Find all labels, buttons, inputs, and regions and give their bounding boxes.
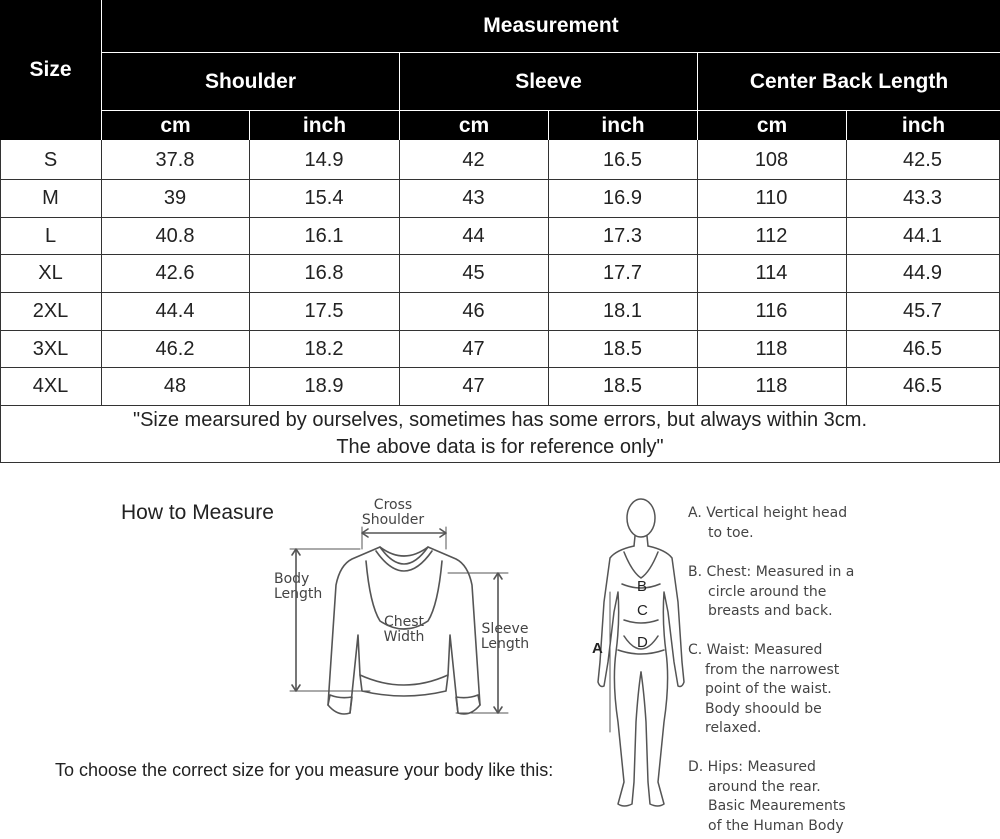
legend-a (688, 504, 847, 543)
unit-header: inch (250, 111, 399, 140)
table-cell: 47 (462, 337, 485, 360)
table-cell: 116 (755, 300, 788, 322)
table-cell: 18.2 (304, 337, 344, 360)
size-label: 3XL (32, 337, 69, 360)
legend-text: around the rear. (708, 778, 821, 795)
table-cell: 15.4 (304, 187, 344, 209)
group-header-shoulder: Shoulder (102, 53, 399, 110)
table-cell: 44.9 (903, 262, 942, 284)
table-cell: 17.3 (603, 224, 642, 247)
legend-text: Basic Meaurements (708, 798, 846, 814)
chest-width-text-2: Width (383, 629, 425, 645)
unit-header: inch (549, 111, 697, 140)
size-label: 2XL (32, 300, 69, 322)
table-cell: 18.5 (603, 375, 642, 397)
table-cell: 39 (163, 187, 187, 209)
unit-header: cm (698, 111, 846, 140)
table-cell: 44.1 (903, 224, 942, 247)
table-cell: 44 (462, 224, 485, 247)
table-cell: 114 (755, 262, 788, 284)
body-length-text-1: Body (274, 571, 310, 587)
unit-header: cm (102, 111, 249, 140)
table-cell: 16.9 (603, 187, 642, 209)
table-cell: 44.4 (155, 300, 195, 322)
table-cell: 40.8 (155, 224, 195, 247)
group-header-sleeve: Sleeve (400, 53, 697, 110)
measurement-header: Measurement (102, 0, 1000, 52)
legend-text: A. Vertical height head (688, 505, 848, 521)
table-cell: 14.9 (304, 149, 344, 171)
table-cell: 16.8 (304, 262, 344, 284)
table-cell: 42.5 (903, 149, 942, 171)
table-cell: 18.9 (304, 375, 344, 397)
table-cell: 46.5 (903, 337, 942, 360)
sleeve-length-text-2: Length (480, 636, 530, 652)
table-cell: 118 (755, 375, 788, 397)
group-header-center-back-length: Center Back Length (698, 53, 1000, 110)
note-line-1: "Size mearsured by ourselves, sometimes has some errors, but always within 3cm. (132, 409, 868, 431)
table-cell: 18.1 (603, 300, 642, 322)
legend-text: B. Chest: Measured in a (688, 564, 855, 580)
legend-text: point of the waist. (705, 681, 832, 697)
legend-text: C. Waist: Measured (688, 642, 823, 658)
unit-header: inch (847, 111, 1000, 140)
letter-d: D (637, 634, 648, 651)
cross-shoulder-label (360, 498, 426, 528)
size-header: Size (0, 0, 101, 140)
table-cell: 46 (462, 300, 485, 322)
legend-text: Body shoould be (705, 700, 822, 717)
body-figure-icon (596, 492, 686, 822)
size-label: XL (38, 262, 63, 284)
table-cell: 42 (462, 149, 485, 171)
size-label: 4XL (32, 375, 69, 397)
unit-header: cm (400, 111, 548, 140)
table-cell: 48 (163, 375, 187, 397)
table-cell: 43.3 (903, 187, 942, 209)
cross-shoulder-text-1: Cross (373, 497, 413, 513)
table-cell: 17.7 (603, 262, 642, 284)
legend-d (688, 758, 846, 836)
size-label: M (42, 187, 59, 209)
body-length-text-2: Length (274, 586, 323, 602)
sleeve-length-text-1: Sleeve (481, 621, 529, 637)
sweater-diagram-icon (280, 525, 530, 725)
legend-b (688, 563, 854, 622)
legend-text: to toe. (708, 524, 754, 541)
table-cell: 45.7 (903, 300, 942, 322)
table-cell: 37.8 (155, 149, 195, 171)
legend-text: relaxed. (705, 720, 762, 736)
table-cell: 43 (462, 187, 485, 209)
letter-a: A (592, 640, 603, 657)
table-cell: 110 (755, 187, 788, 209)
size-label: L (44, 224, 57, 247)
letter-b: B (637, 578, 648, 595)
table-cell: 45 (462, 262, 485, 284)
table-cell: 47 (462, 375, 485, 397)
table-cell: 108 (754, 149, 789, 171)
table-cell: 112 (755, 224, 788, 247)
cross-shoulder-text-2: Shoulder (361, 512, 425, 528)
instruction-text: To choose the correct size for you measure your body like this: (55, 760, 554, 780)
table-cell: 118 (755, 337, 788, 360)
table-cell: 16.1 (304, 224, 344, 247)
table-cell: 18.5 (603, 337, 642, 360)
legend-text: breasts and back. (708, 603, 833, 619)
legend-text: D. Hips: Measured (688, 759, 816, 775)
table-cell: 42.6 (155, 262, 195, 284)
table-cell: 46.5 (903, 375, 942, 397)
size-label: S (43, 149, 58, 171)
chest-width-text-1: Chest (383, 614, 425, 630)
legend-text: from the narrowest (705, 661, 840, 678)
legend-text: circle around the (708, 583, 827, 600)
note-line-2: The above data is for reference only" (336, 436, 664, 458)
table-cell: 46.2 (155, 337, 195, 360)
table-cell: 16.5 (603, 149, 642, 171)
how-to-measure-title: How to Measure (121, 501, 274, 524)
legend-text: of the Human Body (708, 817, 844, 834)
letter-c: C (637, 602, 648, 619)
table-cell: 17.5 (304, 300, 344, 322)
legend-c (688, 641, 839, 739)
